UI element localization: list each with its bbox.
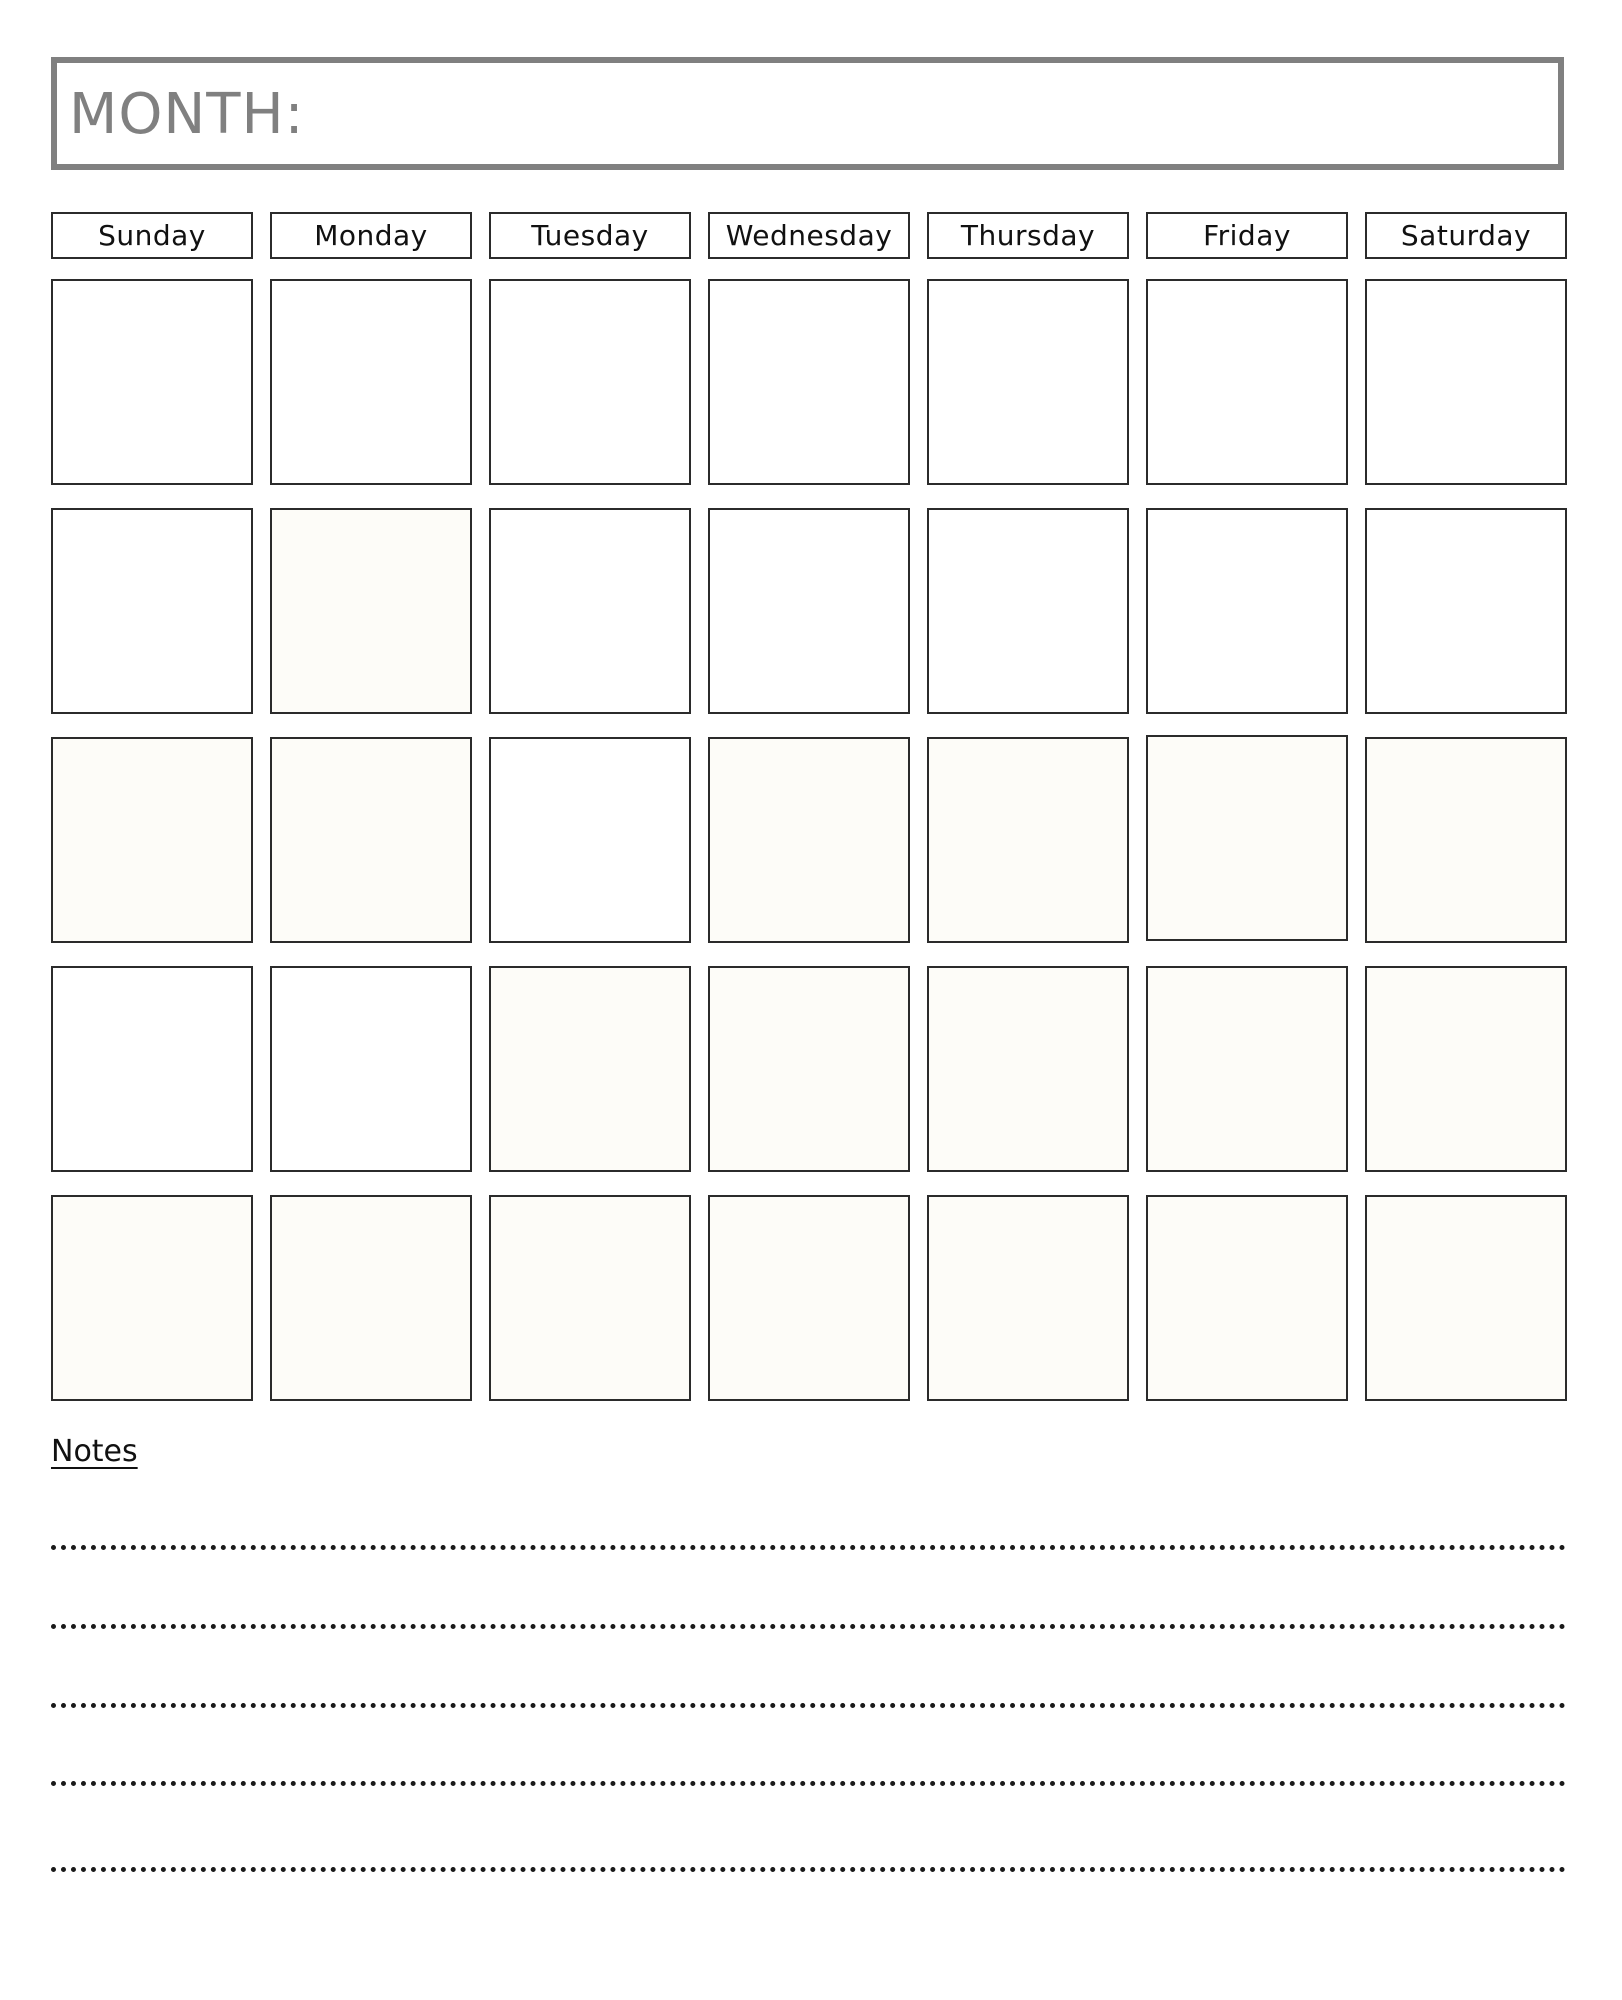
notes-line[interactable] [51,1703,1566,1708]
day-cell[interactable] [51,279,253,485]
day-cell[interactable] [1146,279,1348,485]
day-cell[interactable] [489,1195,691,1401]
month-label: MONTH: [69,82,305,147]
day-cell[interactable] [1365,508,1567,714]
day-cell[interactable] [708,737,910,943]
day-cell[interactable] [708,508,910,714]
day-cell[interactable] [708,279,910,485]
day-cell[interactable] [708,1195,910,1401]
day-cell[interactable] [1365,279,1567,485]
day-cell[interactable] [1365,1195,1567,1401]
day-cell[interactable] [927,966,1129,1172]
day-cell[interactable] [270,279,472,485]
day-cell[interactable] [927,279,1129,485]
weekday-header-wednesday: Wednesday [708,212,910,259]
weekday-header-friday: Friday [1146,212,1348,259]
month-field[interactable] [51,57,1564,170]
day-cell[interactable] [1146,966,1348,1172]
notes-line[interactable] [51,1867,1566,1872]
notes-line[interactable] [51,1781,1566,1786]
day-cell[interactable] [270,508,472,714]
day-cell[interactable] [1365,966,1567,1172]
day-cell[interactable] [927,508,1129,714]
weekday-header-saturday: Saturday [1365,212,1567,259]
day-cell[interactable] [1146,508,1348,714]
day-cell[interactable] [1365,737,1567,943]
day-cell[interactable] [270,1195,472,1401]
notes-line[interactable] [51,1545,1566,1550]
notes-line[interactable] [51,1624,1566,1629]
day-cell[interactable] [270,737,472,943]
notes-heading: Notes [51,1434,138,1469]
day-cell[interactable] [489,966,691,1172]
day-cell[interactable] [489,279,691,485]
day-cell[interactable] [51,737,253,943]
day-cell[interactable] [270,966,472,1172]
day-cell[interactable] [51,1195,253,1401]
day-cell[interactable] [1146,1195,1348,1401]
day-cell[interactable] [708,966,910,1172]
day-cell[interactable] [927,737,1129,943]
day-cell[interactable] [51,508,253,714]
weekday-header-sunday: Sunday [51,212,253,259]
day-cell[interactable] [489,737,691,943]
day-cell[interactable] [489,508,691,714]
day-cell[interactable] [927,1195,1129,1401]
weekday-header-thursday: Thursday [927,212,1129,259]
day-cell[interactable] [1146,735,1348,941]
weekday-header-tuesday: Tuesday [489,212,691,259]
weekday-header-monday: Monday [270,212,472,259]
day-cell[interactable] [51,966,253,1172]
